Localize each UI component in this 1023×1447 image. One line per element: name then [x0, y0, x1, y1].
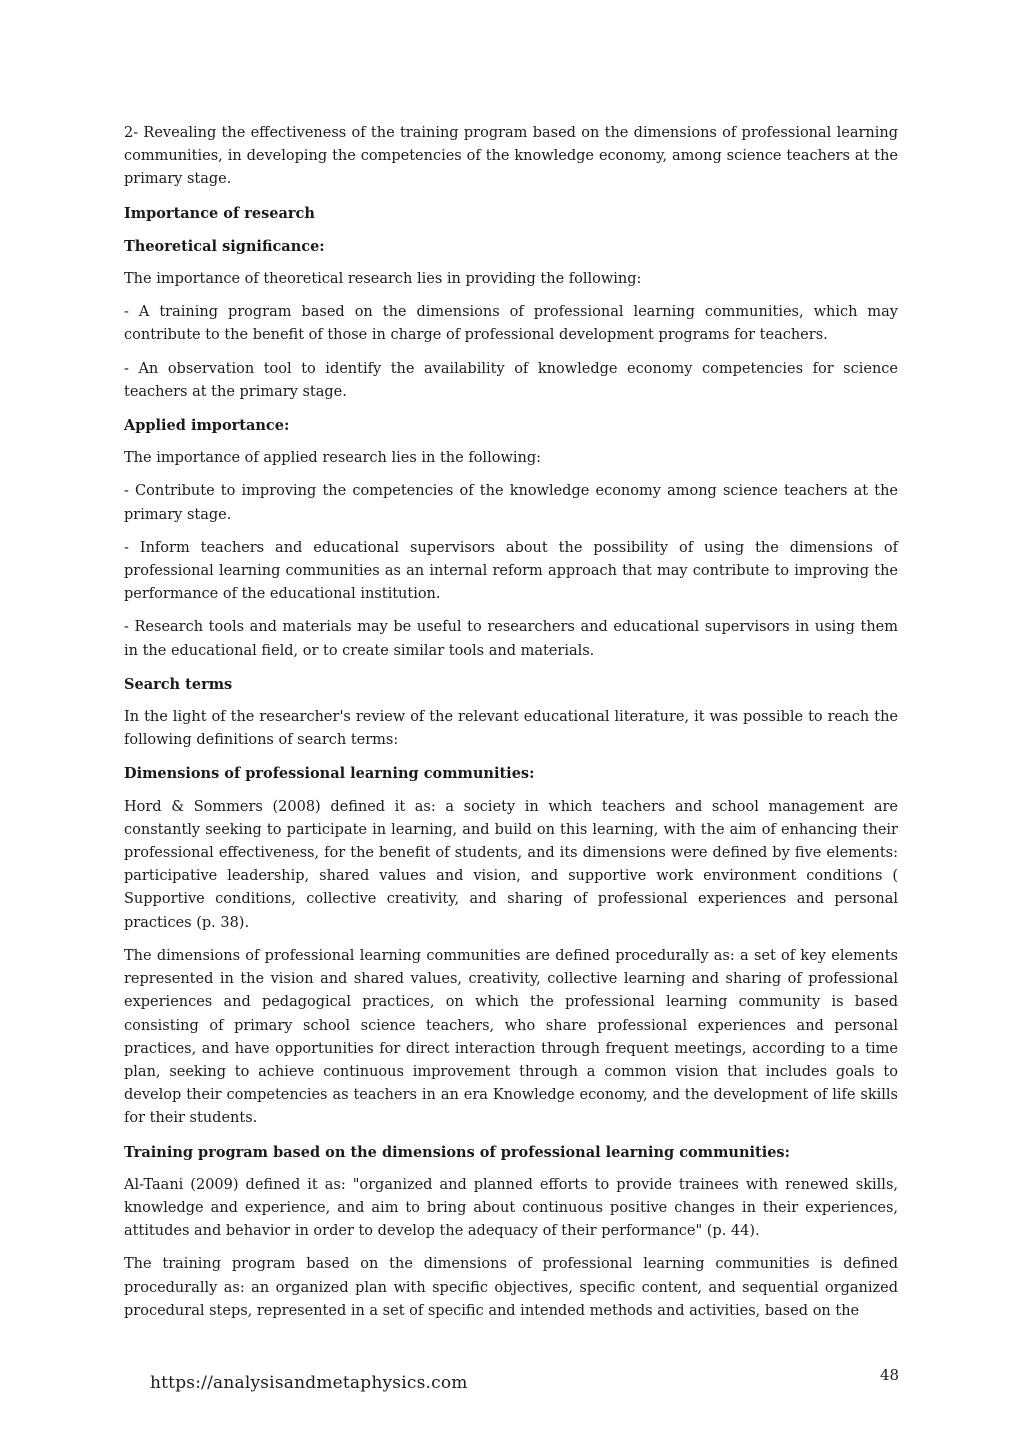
objective-paragraph: 2- Revealing the effectiveness of the training program based on the dimensions of professional learning communities, in developing the competencies of the knowledge economy, among science teachers at the primary stage.	[124, 125, 898, 188]
list-item: - An observation tool to identify the availability of knowledge economy competencies for science teachers at the primary stage.	[124, 360, 898, 400]
paragraph: Al-Taani (2009) defined it as: "organized and planned efforts to provide trainees with renewed skills, knowledge and experience, and aim to bring about continuous positive changes in their experiences, attitudes and behavior in order to develop the adequacy of their performance" (p. 44).	[124, 1176, 898, 1240]
paragraph: In the light of the researcher's review of the relevant educational literature, it was possible to reach the following definitions of search terms:	[124, 709, 898, 749]
section-heading-search-terms: Search terms	[124, 675, 233, 693]
page-body	[124, 122, 898, 1333]
subheading-theoretical: Theoretical significance:	[124, 237, 325, 255]
footer-url: https://analysisandmetaphysics.com	[150, 1373, 468, 1393]
list-item: - Contribute to improving the competencies of the knowledge economy among science teachers at the primary stage.	[124, 483, 898, 523]
subheading-applied: Applied importance:	[124, 417, 290, 435]
list-item: - Research tools and materials may be useful to researchers and educational supervisors in using them in the educational field, or to create similar tools and materials.	[124, 619, 898, 659]
list-item: - Inform teachers and educational supervisors about the possibility of using the dimensions of professional learning communities as an internal reform approach that may contribute to improving the performance of the educational institution.	[124, 539, 898, 603]
paragraph: The training program based on the dimensions of professional learning communities is defined procedurally as: an organized plan with specific objectives, specific content, and sequential organized procedural steps, represented in a set of specific and intended methods and activities, based on the	[124, 1256, 898, 1319]
list-item: - A training program based on the dimensions of professional learning communities, which may contribute to the benefit of those in charge of professional development programs for teachers.	[124, 304, 898, 344]
page-number: 48	[880, 1366, 900, 1384]
paragraph: The importance of applied research lies in the following:	[124, 450, 541, 467]
section-heading-importance: Importance of research	[124, 204, 315, 222]
paragraph: Hord & Sommers (2008) defined it as: a society in which teachers and school management are constantly seeking to participate in learning, and build on this learning, with the aim of enhancing their professional effectiveness, for the benefit of students, and its dimensions were defined by five elements: participative leadership, shared values and vision, and supportive work environment conditions ( Supportive conditions, collective creativity, and sharing of professional experiences and personal practices (p. 38).	[124, 798, 898, 931]
subheading-dimensions: Dimensions of professional learning communities:	[124, 765, 535, 783]
subheading-training-program: Training program based on the dimensions of professional learning communities:	[124, 1143, 790, 1161]
paragraph: The dimensions of professional learning communities are defined procedurally as: a set of key elements represented in the vision and shared values, creativity, collective learning and sharing of professional experiences and pedagogical practices, on which the professional learning community is based consisting of primary school science teachers, who share professional experiences and personal practices, and have opportunities for direct interaction through frequent meetings, according to a time plan, seeking to achieve continuous improvement through a common vision that includes goals to develop their competencies as teachers in an era Knowledge economy, and the development of life skills for their students.	[124, 947, 898, 1127]
paragraph: The importance of theoretical research lies in providing the following:	[124, 271, 642, 288]
